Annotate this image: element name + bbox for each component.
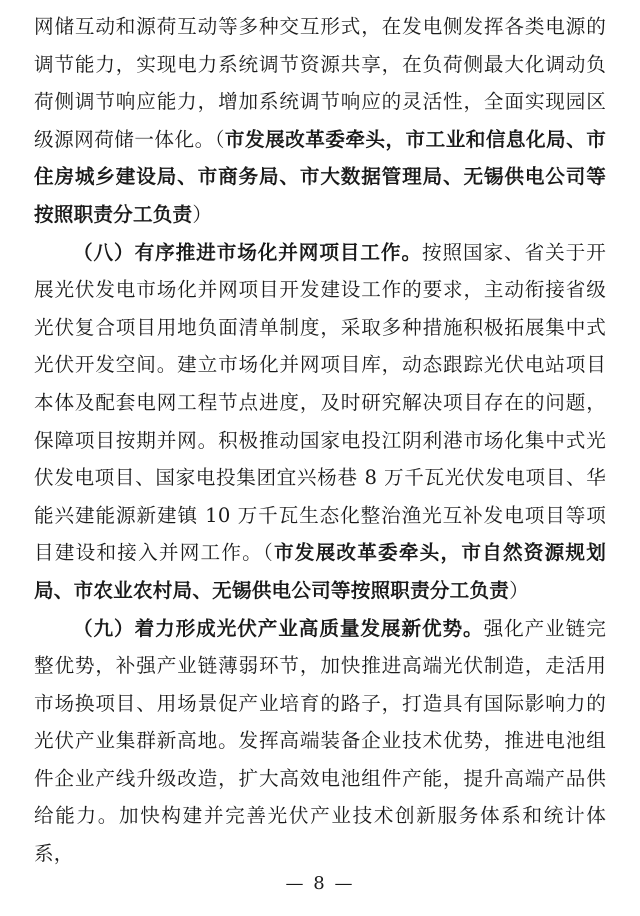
para-9 <box>34 610 606 873</box>
document-body <box>34 8 606 873</box>
para-8-run-1: 按照国家、省关于开展光伏发电市场化并网项目开发建设工作的要求，主动衔接省级光伏复合项目用地负面清单制度，采取多种措施积极拓展集中式光伏开发空间。建立市场化并网项目库，动态跟踪光伏电站项目本体及配套电网工程节点进度，及时研究解决项目存在的问题，保障项目按期并网。积极推动国家电投江阴利港市场化集中式光伏发电项目、国家电投集团宜兴杨巷 8 万千瓦光伏发电项目、华能兴建能源新建镇 10 万千瓦生态化整治渔光互补发电项目等项目建设和接入并网工作。（ <box>34 240 606 565</box>
page-number: — 8 — <box>285 873 355 894</box>
para-8 <box>34 234 606 610</box>
para-continued-1-run-2: ） <box>192 202 213 226</box>
para-continued-1-run-0: 网储互动和源荷互动等多种交互形式，在发电侧发挥各类电源的调节能力，实现电力系统调节资源共享，在负荷侧最大化调动负荷侧调节响应能力，增加系统调节响应的灵活性，全面实现园区级源网荷储一体化。（ <box>34 15 606 151</box>
para-8-run-2: 市发展改革委牵头，市自然资源规划局、市农业农村局、无锡供电公司等按照职责分工负责 <box>34 541 606 602</box>
para-9-run-0: （九）着力形成光伏产业高质量发展新优势。 <box>73 616 484 640</box>
para-continued-1 <box>34 8 606 234</box>
para-continued-1-run-1: 市发展改革委牵头，市工业和信息化局、市住房城乡建设局、市商务局、市大数据管理局、无锡供电公司等按照职责分工负责 <box>34 127 606 226</box>
para-8-run-3: ） <box>509 578 529 602</box>
para-8-run-0: （八）有序推进市场化并网项目工作。 <box>73 240 422 264</box>
para-9-run-1: 强化产业链完整优势，补强产业链薄弱环节，加快推进高端光伏制造，走活用市场换项目、用场景促产业培育的路子，打造具有国际影响力的光伏产业集群新高地。发挥高端装备企业技术优势，推进电池组件企业产线升级改造，扩大高效电池组件产能，提升高端产品供给能力。加快构建并完善光伏产业技术创新服务体系和统计体系， <box>34 616 606 866</box>
